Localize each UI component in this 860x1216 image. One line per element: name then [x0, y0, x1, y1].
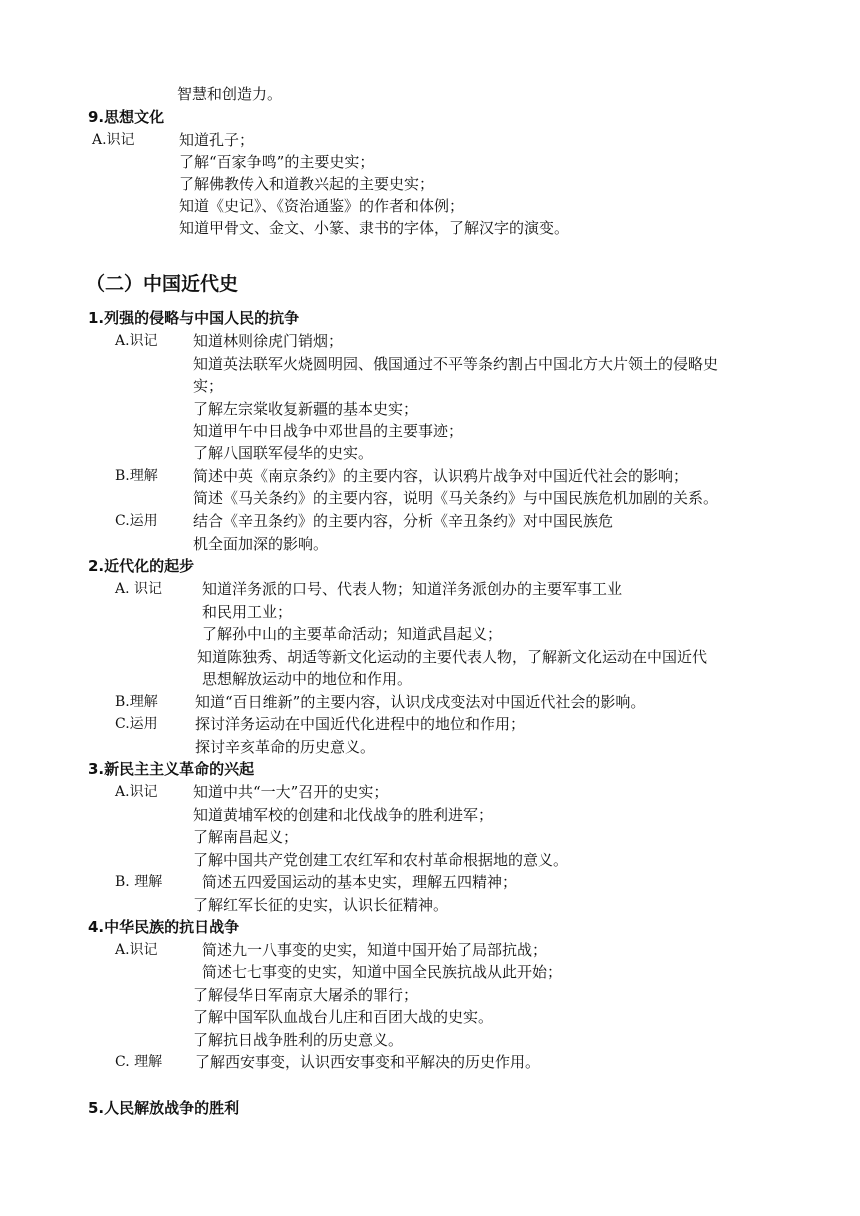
- text-line: 了解中国军队血战台儿庄和百团大战的史实。: [193, 1008, 494, 1026]
- text-line: 知道陈独秀、胡适等新文化运动的主要代表人物，了解新文化运动在中国近代: [197, 648, 708, 666]
- level-label: C.运用: [115, 716, 158, 732]
- level-label: A.识记: [115, 784, 158, 800]
- text-line: 知道孔子；: [179, 131, 255, 149]
- text-line: 了解侵华日军南京大屠杀的罪行；: [193, 986, 419, 1004]
- text-line: 和民用工业；: [202, 603, 293, 621]
- text-line: 结合《辛丑条约》的主要内容，分析《辛丑条约》对中国民族危: [193, 512, 614, 530]
- level-label: C. 理解: [115, 1054, 163, 1070]
- text-line: 知道中共“一大”召开的史实；: [193, 783, 389, 801]
- text-line: 简述《马关条约》的主要内容，说明《马关条约》与中国民族危机加剧的关系。: [193, 489, 719, 507]
- text-line: 探讨辛亥革命的历史意义。: [195, 738, 376, 756]
- text-line: 简述九一八事变的史实，知道中国开始了局部抗战；: [202, 941, 548, 959]
- section-heading: 4.中华民族的抗日战争: [88, 918, 240, 936]
- text-line: 知道洋务派的口号、代表人物；知道洋务派创办的主要军事工业: [202, 580, 623, 598]
- text-line: 知道“百日维新”的主要内容，认识戊戌变法对中国近代社会的影响。: [195, 693, 646, 711]
- text-line: 简述中英《南京条约》的主要内容，认识鸦片战争对中国近代社会的影响；: [193, 467, 689, 485]
- text-line: 知道甲午中日战争中邓世昌的主要事迹；: [193, 422, 464, 440]
- text-line: 机全面加深的影响。: [193, 535, 329, 553]
- level-label: C.运用: [115, 513, 158, 529]
- level-label: B. 理解: [115, 874, 163, 890]
- chapter-heading: （二）中国近代史: [86, 273, 239, 295]
- level-label: A.识记: [115, 333, 158, 349]
- text-line: 了解南昌起义；: [193, 828, 299, 846]
- text-line: 简述五四爱国运动的基本史实，理解五四精神；: [202, 873, 518, 891]
- section-heading: 1.列强的侵略与中国人民的抗争: [88, 309, 300, 327]
- section-heading: 3.新民主主义革命的兴起: [88, 760, 255, 778]
- section-heading: 9.思想文化: [88, 108, 165, 126]
- text-line: 知道《史记》、《资治通鉴》的作者和体例；: [179, 197, 465, 215]
- level-label: B.理解: [115, 468, 158, 484]
- text-line: 了解抗日战争胜利的历史意义。: [193, 1031, 404, 1049]
- level-label: B.理解: [115, 694, 158, 710]
- section-heading: 5.人民解放战争的胜利: [88, 1099, 240, 1117]
- level-label: A. 识记: [115, 581, 163, 597]
- text-line: 了解红军长征的史实，认识长征精神。: [193, 896, 449, 914]
- text-line: 了解佛教传入和道教兴起的主要史实；: [179, 175, 435, 193]
- text-line: 了解八国联军侵华的史实。: [193, 444, 374, 462]
- text-line: 知道英法联军火烧圆明园、俄国通过不平等条约割占中国北方大片领土的侵略史: [193, 355, 719, 373]
- text-line: 了解孙中山的主要革命活动；知道武昌起义；: [202, 625, 503, 643]
- level-label: A.识记: [115, 942, 158, 958]
- text-line: 探讨洋务运动在中国近代化进程中的地位和作用；: [195, 715, 526, 733]
- text-line: 知道林则徐虎门销烟；: [193, 332, 344, 350]
- text-line: 了解西安事变，认识西安事变和平解决的历史作用。: [195, 1053, 541, 1071]
- text-line: 了解中国共产党创建工农红军和农村革命根据地的意义。: [193, 851, 569, 869]
- text-line: 知道黄埔军校的创建和北伐战争的胜利进军；: [193, 806, 494, 824]
- text-line: 了解左宗棠收复新疆的基本史实；: [193, 400, 419, 418]
- text-line: 了解“百家争鸣”的主要史实；: [179, 153, 375, 171]
- text-line: 智慧和创造力。: [177, 85, 283, 103]
- text-line: 简述七七事变的史实，知道中国全民族抗战从此开始；: [202, 963, 563, 981]
- text-line: 思想解放运动中的地位和作用。: [202, 670, 413, 688]
- text-line: 知道甲骨文、金文、小篆、隶书的字体，了解汉字的演变。: [179, 219, 570, 237]
- level-label: A.识记: [92, 132, 135, 148]
- text-line: 实；: [193, 377, 224, 395]
- section-heading: 2.近代化的起步: [88, 557, 195, 575]
